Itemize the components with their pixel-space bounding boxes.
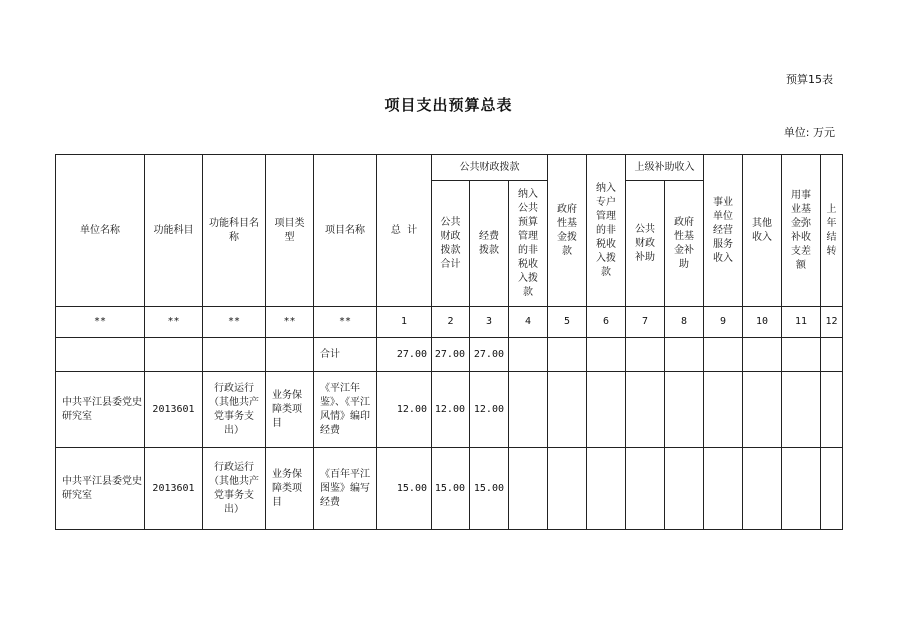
- index-cell: 2: [432, 307, 470, 338]
- row-expense-allocation: 15.00: [470, 448, 509, 530]
- total-amount: 27.00: [377, 338, 432, 372]
- index-cell: **: [266, 307, 314, 338]
- row-unit-name: 中共平江县委党史研究室: [56, 448, 145, 530]
- index-cell: **: [56, 307, 145, 338]
- page-title: 项目支出预算总表: [384, 96, 513, 114]
- index-cell: **: [203, 307, 266, 338]
- total-expense-allocation: 27.00: [470, 338, 509, 372]
- header-other-income: 其他收入: [743, 155, 782, 307]
- index-cell: 5: [548, 307, 587, 338]
- index-cell: **: [145, 307, 203, 338]
- index-cell: 3: [470, 307, 509, 338]
- row-func-code: 2013601: [145, 448, 203, 530]
- header-special-account: 纳入专户管理的非税收入拨款: [587, 155, 626, 307]
- index-cell: 4: [509, 307, 548, 338]
- header-func-code: 功能科目: [145, 155, 203, 307]
- index-cell: 8: [665, 307, 704, 338]
- index-cell: 9: [704, 307, 743, 338]
- index-cell: 10: [743, 307, 782, 338]
- header-func-name: 功能科目名称: [203, 155, 266, 307]
- row-func-name: 行政运行（其他共产党事务支出）: [203, 372, 266, 448]
- total-public-finance: 27.00: [432, 338, 470, 372]
- header-non-tax-revenue: 纳入公共预算管理的非税收入拨款: [509, 181, 548, 307]
- header-balance-subsidy: 用事业基金弥补收支差额: [782, 155, 821, 307]
- project-budget-table: [55, 154, 843, 530]
- row-public-finance-total: 12.00: [432, 372, 470, 448]
- unit-label: 单位: 万元: [783, 126, 835, 139]
- row-total: 15.00: [377, 448, 432, 530]
- header-business-service-income: 事业单位经营服务收入: [704, 155, 743, 307]
- header-project-type: 项目类型: [266, 155, 314, 307]
- sheet-number: 预算15表: [786, 73, 833, 86]
- header-row-1: [56, 155, 843, 181]
- index-cell: 7: [626, 307, 665, 338]
- total-row: [56, 338, 843, 372]
- header-public-finance-total: 公共财政拨款合计: [432, 181, 470, 307]
- table-row: [56, 448, 843, 530]
- header-upper-subsidy-group: 上级补助收入: [626, 155, 704, 181]
- index-cell: 6: [587, 307, 626, 338]
- header-public-finance-subsidy: 公共财政补助: [626, 181, 665, 307]
- header-unit-name: 单位名称: [56, 155, 145, 307]
- row-func-name: 行政运行（其他共产党事务支出）: [203, 448, 266, 530]
- header-prior-year-carryover: 上年结转: [821, 155, 843, 307]
- header-project-name: 项目名称: [314, 155, 377, 307]
- row-public-finance-total: 15.00: [432, 448, 470, 530]
- row-total: 12.00: [377, 372, 432, 448]
- row-func-code: 2013601: [145, 372, 203, 448]
- index-cell: 1: [377, 307, 432, 338]
- row-project-name: 《平江年鉴》、《平江风情》编印经费: [314, 372, 377, 448]
- row-project-type: 业务保障类项目: [266, 448, 314, 530]
- table-row: [56, 372, 843, 448]
- header-gov-fund: 政府性基金拨款: [548, 155, 587, 307]
- total-label: 合计: [314, 338, 377, 372]
- header-expense-allocation: 经费拨款: [470, 181, 509, 307]
- index-cell: **: [314, 307, 377, 338]
- row-unit-name: 中共平江县委党史研究室: [56, 372, 145, 448]
- row-project-type: 业务保障类项目: [266, 372, 314, 448]
- row-expense-allocation: 12.00: [470, 372, 509, 448]
- header-gov-fund-subsidy: 政府性基金补助: [665, 181, 704, 307]
- index-cell: 11: [782, 307, 821, 338]
- index-row: [56, 307, 843, 338]
- header-public-finance-group: 公共财政拨款: [432, 155, 548, 181]
- header-total: 总 计: [377, 155, 432, 307]
- row-project-name: 《百年平江图鉴》编写经费: [314, 448, 377, 530]
- index-cell: 12: [821, 307, 843, 338]
